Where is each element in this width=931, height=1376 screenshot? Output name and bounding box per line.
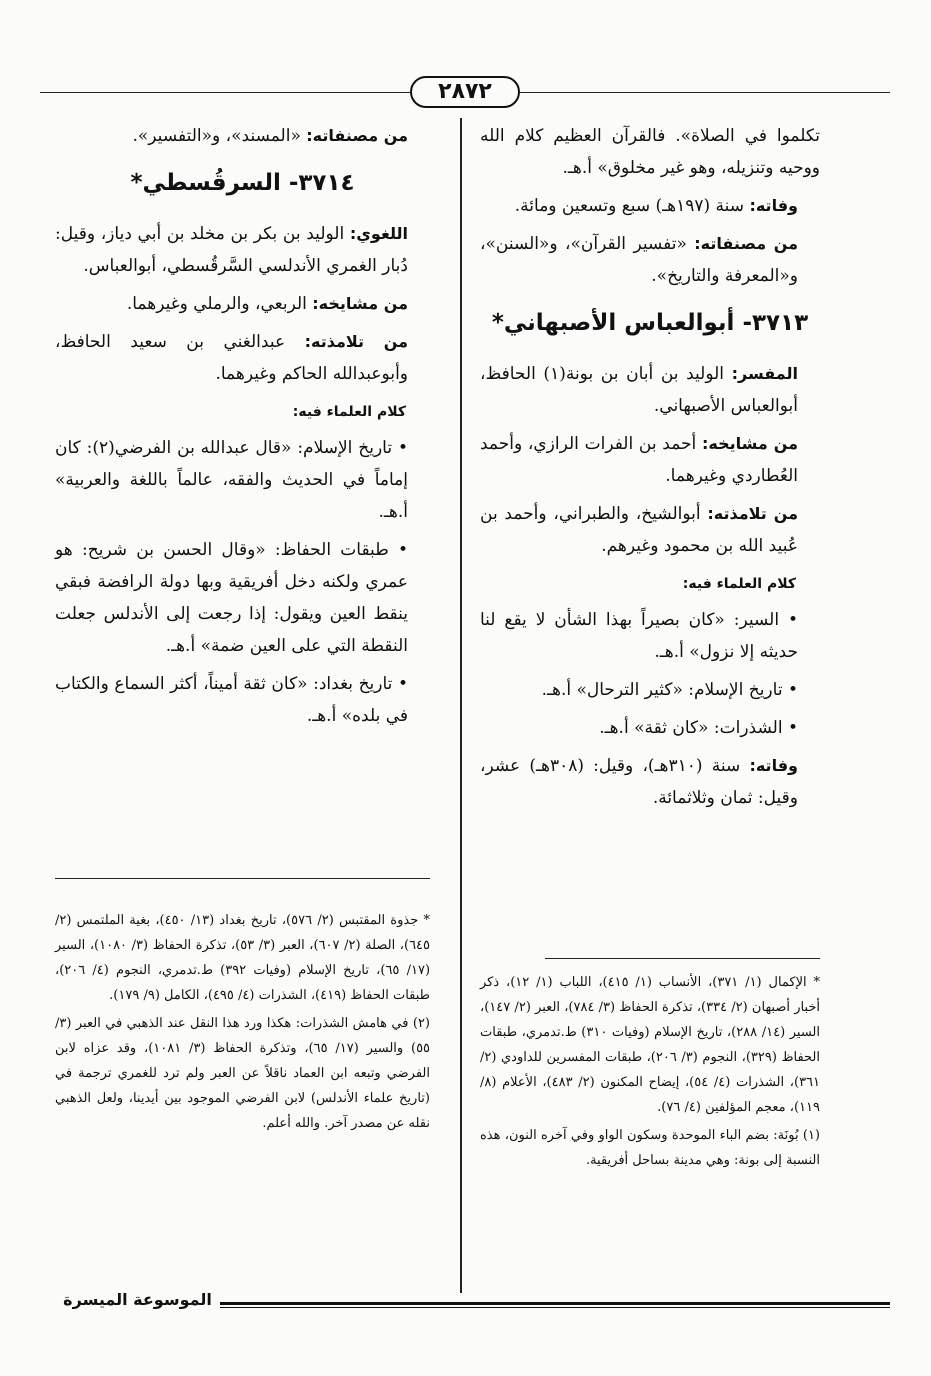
- footer-rule-thin: [220, 1307, 890, 1308]
- scholars-heading: كلام العلماء فيه:: [292, 404, 406, 420]
- footer-title: الموسوعة الميسرة: [63, 1290, 212, 1309]
- footnote: (٢) في هامش الشذرات: هكذا ورد هذا النقل عند الذهبي في العبر (٣/ ٥٥) والسير (١٧/ ٦٥)، وتذكرة الحفاظ (٣/ ١٠٨١)، وقد عزاه لابن الفرضي وتبعه ابن العماد ناقلاً عن العبر ولم ترد للغمري ترجمة في (تاريخ علماء الأندلس) لابن الفرضي الموجود بين أيدينا، ولعل الذهبي نقله عن مصدر آخر. والله أعلم.: [55, 1016, 431, 1131]
- entry-body-line: المفسر: الوليد بن أبان بن بونة(١) الحافظ، أبوالعباس الأصبهاني.: [480, 364, 799, 416]
- scholar-quote: • تاريخ الإسلام: «قال عبدالله بن الفرضي(٢): كان إماماً في الحديث والفقه، عالماً باللغة والعربية» أ.هـ.: [55, 432, 430, 528]
- right-column: [480, 120, 820, 820]
- scholar-quote: • طبقات الحفاظ: «وقال الحسن بن شريح: هو عمري ولكنه دخل أفريقية وبها دولة الرافضة فبقي ينقط العين ويقول: إذا رجعت إلى الأندلس جعلت النقطة التي على العين ضمة» أ.هـ.: [55, 534, 430, 662]
- entry-body-line: من مشايخه: الربعي، والرملي وغيرهما.: [126, 294, 408, 314]
- scholar-quote: • الشذرات: «كان ثقة» أ.هـ.: [480, 712, 820, 744]
- footnote-separator: [545, 958, 820, 959]
- entry-body-line: من تلامذته: عبدالغني بن سعيد الحافظ، وأبوعبدالله الحاكم وغيرهما.: [55, 332, 408, 384]
- death-line: وفاته: سنة (٣١٠هـ)، وقيل: (٣٠٨هـ) عشر، وقيل: ثمان وثلاثمائة.: [480, 756, 798, 808]
- right-footnotes: [480, 970, 820, 1176]
- scholar-quote: • تاريخ الإسلام: «كثير الترحال» أ.هـ.: [480, 674, 820, 706]
- scholar-quote: • تاريخ بغداد: «كان ثقة أميناً، أكثر السماع والكتاب في بلده» أ.هـ.: [55, 668, 430, 732]
- page-header: [0, 74, 931, 110]
- entry-title-3714: ٣٧١٤- السرقُسطي*: [130, 170, 355, 196]
- left-column: [55, 120, 430, 738]
- header-rule-right: [520, 92, 890, 93]
- header-rule-left: [40, 92, 410, 93]
- entry-body-line: من مشايخه: أحمد بن الفرات الرازي، وأحمد العُطاردي وغيرهما.: [480, 434, 798, 486]
- works-line: من مصنفاته: «المسند»، و«التفسير».: [132, 126, 408, 146]
- entry-body-line: من تلامذته: أبوالشيخ، والطبراني، وأحمد بن عُبيد الله بن محمود وغيرهم.: [480, 504, 798, 556]
- entry-body-line: اللغوي: الوليد بن بكر بن مخلد بن أبي دياز، وقيل: دُبار الغمري الأندلسي السَّرقُسطي، أبوالعباس.: [55, 224, 408, 276]
- scholars-heading: كلام العلماء فيه:: [682, 576, 796, 592]
- page-number: ٢٨٧٢: [410, 76, 520, 108]
- intro-continuation: تكلموا في الصلاة». فالقرآن العظيم كلام الله ووحيه وتنزيله، وهو غير مخلوق» أ.هـ.: [480, 126, 820, 178]
- column-divider: [460, 118, 462, 1293]
- footnote: (١) بُونَة: بضم الباء الموحدة وسكون الواو وفي آخره النون، هذه النسبة إلى بونة: وهي مدينة بساحل أفريقية.: [480, 1128, 820, 1168]
- works-line: من مصنفاته: «تفسير القرآن»، و«السنن»، و«المعرفة والتاريخ».: [480, 234, 798, 286]
- footnote: * الإكمال (١/ ٣٧١)، الأنساب (١/ ٤١٥)، اللباب (١/ ١٢)، ذكر أخبار أصبهان (٢/ ٣٣٤)، تذكرة الحفاظ (٣/ ٧٨٤)، العبر (٢/ ١٤٧)، السير (١٤/ ٢٨٨)، تاريخ الإسلام (وفيات ٣١٠) ط.تدمري، طبقات الحفاظ (٣٢٩)، النجوم (٣/ ٢٠٦)، طبقات المفسرين للداودي (٢/ ٣٦١)، الشذرات (٤/ ٥٤)، إيضاح المكنون (٢/ ٤٨٣)، الأعلام (٨/ ١١٩)، معجم المؤلفين (٤/ ٧٦).: [480, 975, 821, 1115]
- footnote: * جذوة المقتبس (٢/ ٥٧٦)، تاريخ بغداد (١٣/ ٤٥٠)، بغية الملتمس (٢/ ٦٤٥)، الصلة (٢/ ٦٠٧)، العبر (٣/ ٥٣)، تذكرة الحفاظ (٣/ ١٠٨٠)، السير (١٧/ ٦٥)، تاريخ الإسلام (وفيات ٣٩٢) ط.تدمري، النجوم (٤/ ٢٠٦)، طبقات الحفاظ (٤١٩)، الشذرات (٤/ ٤٩٥)، الكامل (٩/ ١٧٩).: [55, 913, 431, 1003]
- footnote-separator: [55, 878, 430, 879]
- entry-title-3713: ٣٧١٣- أبوالعباس الأصبهاني*: [491, 310, 809, 336]
- scholar-quote: • السير: «كان بصيراً بهذا الشأن لا يقع لنا حديثه إلا نزول» أ.هـ.: [480, 604, 820, 668]
- death-line: وفاته: سنة (١٩٧هـ) سبع وتسعين ومائة.: [514, 196, 798, 216]
- left-footnotes: [55, 908, 430, 1139]
- footer-rule: [220, 1302, 890, 1305]
